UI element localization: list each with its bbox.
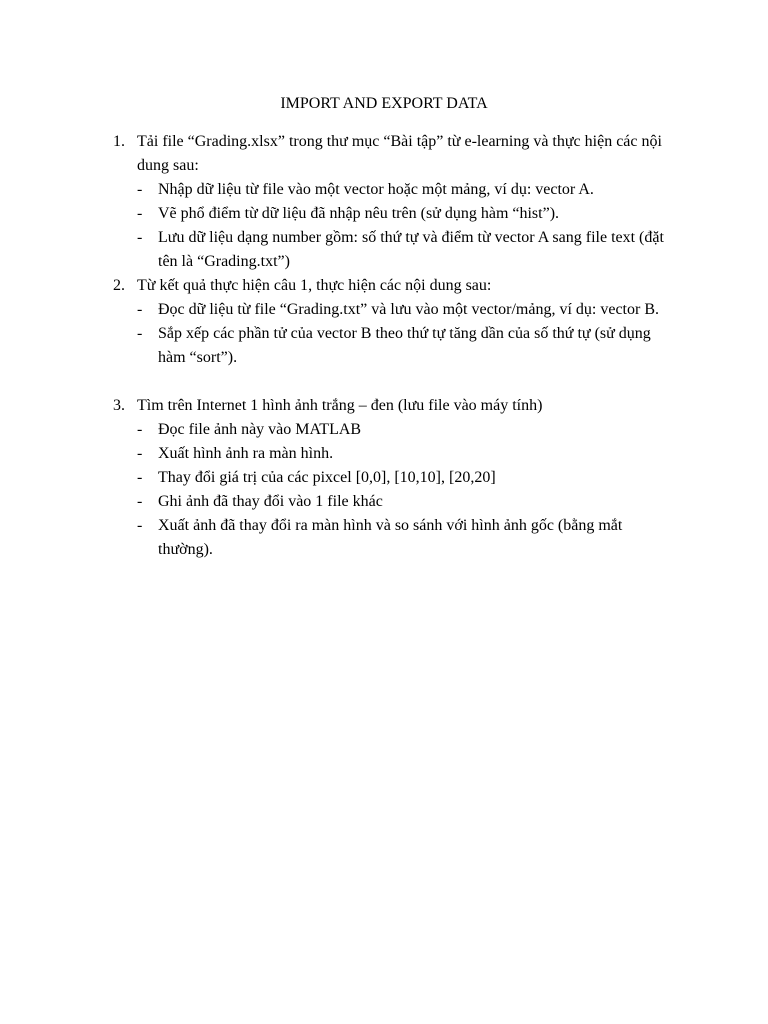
list-item-2 [113,274,673,370]
sub-item-text: Vẽ phổ điểm từ dữ liệu đã nhập nêu trên (sử dụng hàm “hist”). [158,205,560,222]
sub-item-text: Xuất ảnh đã thay đổi ra màn hình và so sánh với hình ảnh gốc (bằng mắt thường). [158,517,623,558]
document-title: IMPORT AND EXPORT DATA [280,95,488,112]
list-item-1 [113,130,673,274]
sub-item-marker: - [137,469,143,486]
sub-item [137,226,673,274]
sub-item [137,202,673,226]
sub-item [137,322,673,370]
sub-item-marker: - [137,181,143,198]
sub-item-marker: - [137,205,143,222]
sub-item-text: Nhập dữ liệu từ file vào một vector hoặc một mảng, ví dụ: vector A. [158,181,594,198]
sub-item [137,178,673,202]
sub-item-text: Thay đổi giá trị của các pixcel [0,0], [10,10], [20,20] [158,469,496,486]
sub-item-marker: - [137,421,143,438]
list-item-text: Từ kết quả thực hiện câu 1, thực hiện các nội dung sau: [137,277,492,294]
sub-item [137,490,673,514]
document-content [113,130,673,562]
sub-item [137,298,673,322]
sub-item-marker: - [137,445,143,462]
sub-item-text: Đọc dữ liệu từ file “Grading.txt” và lưu vào một vector/mảng, ví dụ: vector B. [158,301,659,318]
sub-item-text: Đọc file ảnh này vào MATLAB [158,421,362,438]
sub-item-marker: - [137,229,143,246]
sub-item-text: Xuất hình ảnh ra màn hình. [158,445,334,462]
list-item-text: Tải file “Grading.xlsx” trong thư mục “Bài tập” từ e-learning và thực hiện các nội dung sau: [137,133,662,174]
sub-item-text: Sắp xếp các phần tử của vector B theo thứ tự tăng dần của số thứ tự (sử dụng hàm “sort”). [158,325,651,366]
list-item-number: 1. [113,133,125,150]
sub-item-marker: - [137,517,143,534]
sub-item-marker: - [137,301,143,318]
sub-item [137,418,673,442]
sub-item-marker: - [137,325,143,342]
list-item-text: Tìm trên Internet 1 hình ảnh trắng – đen (lưu file vào máy tính) [137,397,543,414]
sub-item-text: Ghi ảnh đã thay đổi vào 1 file khác [158,493,383,510]
sub-item [137,442,673,466]
list-item-3 [113,394,673,562]
sub-item-text: Lưu dữ liệu dạng number gồm: số thứ tự và điểm từ vector A sang file text (đặt tên là “Grading.txt”) [158,229,664,270]
sub-item [137,514,673,562]
list-item-number: 2. [113,277,125,294]
sub-item [137,466,673,490]
sub-item-marker: - [137,493,143,510]
list-item-number: 3. [113,397,125,414]
